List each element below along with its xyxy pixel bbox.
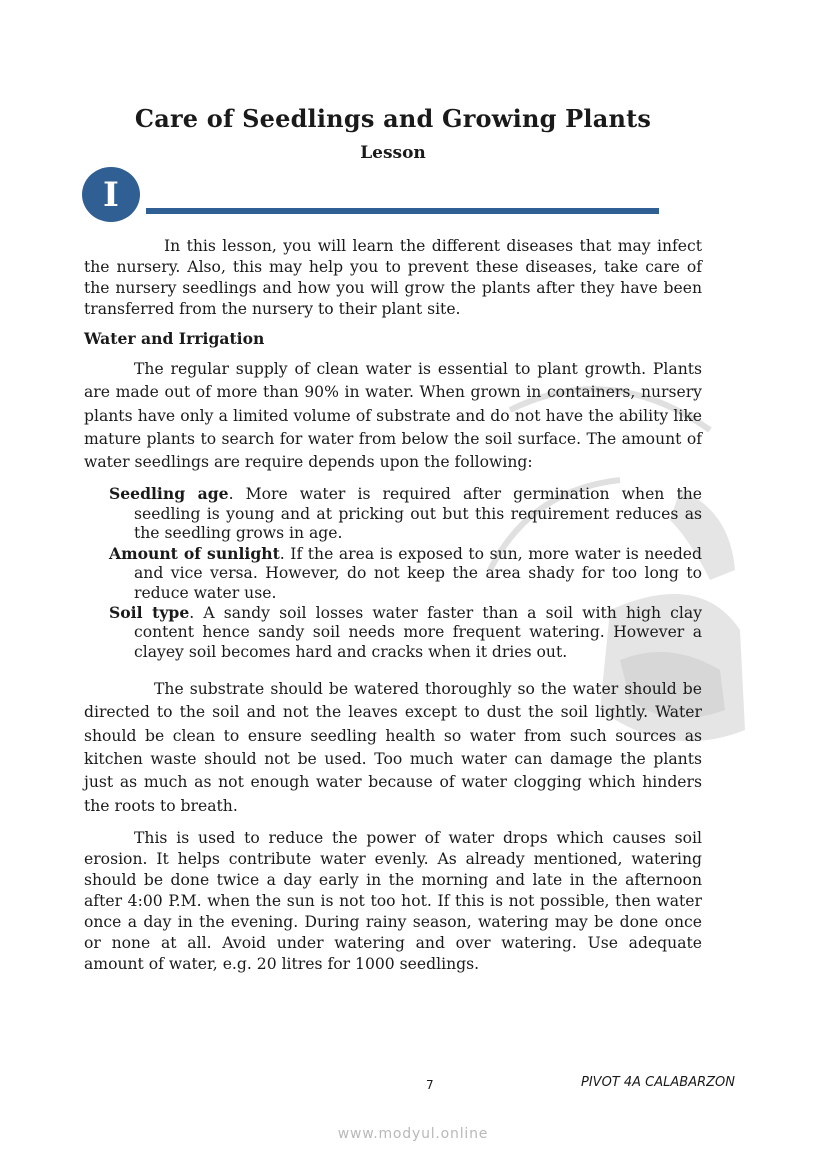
conditions-list bbox=[84, 484, 702, 662]
condition-term: Amount of sunlight bbox=[109, 543, 280, 563]
intro-paragraph: In this lesson, you will learn the different diseases that may infect the nursery. Also, this may help you to prevent these diseases, take care of the nursery seedlings and how you will grow the plants after they have been transferred from the nursery to their plant site. bbox=[84, 237, 702, 318]
paragraph-watering: This is used to reduce the power of water drops which causes soil erosion. It helps contribute water evenly. As already mentioned, watering should be done twice a day early in the morning and late in the afternoon after 4:00 P.M. when the sun is not too hot. If this is not possible, then water once a day in the evening. During rainy season, watering may be done once or none at all. Avoid under watering and over watering. Use adequate amount of water, e.g. 20 litres for 1000 seedlings. bbox=[84, 828, 702, 973]
condition-text: . A sandy soil losses water faster than a soil with high clay content hence sandy soil needs more frequent watering. However a clayey soil becomes hard and cracks when it dries out. bbox=[134, 603, 703, 661]
paragraph-water-supply: The regular supply of clean water is essential to plant growth. Plants are made out of more than 90% in water. When grown in containers, nursery plants have only a limited volume of substrate and do not have the ability like mature plants to search for water from below the soil surface. The amount of water seedlings are require depends upon the following: bbox=[84, 360, 702, 472]
paragraph-substrate: The substrate should be watered thoroughly so the water should be directed to the soil and not the leaves except to dust the soil lightly. Water should be clean to ensure seedling health so water from such sources as kitchen waste should not be used. Too much water can damage the plants just as much as not enough water because of water clogging which hinders the roots to breath. bbox=[84, 680, 702, 815]
section-rule bbox=[146, 208, 659, 214]
page-subtitle: Lesson bbox=[360, 143, 426, 163]
lesson-body bbox=[84, 236, 702, 975]
condition-item bbox=[109, 603, 702, 662]
condition-text: . If the area is exposed to sun, more water is needed and vice versa. However, do not keep the area shady for too long to reduce water use. bbox=[134, 544, 703, 602]
condition-term: Soil type bbox=[109, 602, 190, 622]
footer-label: PIVOT 4A CALABARZON bbox=[581, 1075, 735, 1090]
condition-item bbox=[109, 544, 702, 603]
page-title: Care of Seedlings and Growing Plants bbox=[134, 104, 652, 133]
site-watermark: www.modyul.online bbox=[337, 1126, 489, 1142]
page-number: 7 bbox=[426, 1078, 434, 1092]
section-badge: I bbox=[82, 167, 140, 222]
condition-term: Seedling age bbox=[109, 484, 229, 504]
section-heading: Water and Irrigation bbox=[84, 329, 265, 348]
condition-text: . More water is required after germination when the seedling is young and at pricking out but this requirement reduces as the seedling grows in age. bbox=[134, 485, 702, 543]
condition-item bbox=[109, 484, 702, 543]
